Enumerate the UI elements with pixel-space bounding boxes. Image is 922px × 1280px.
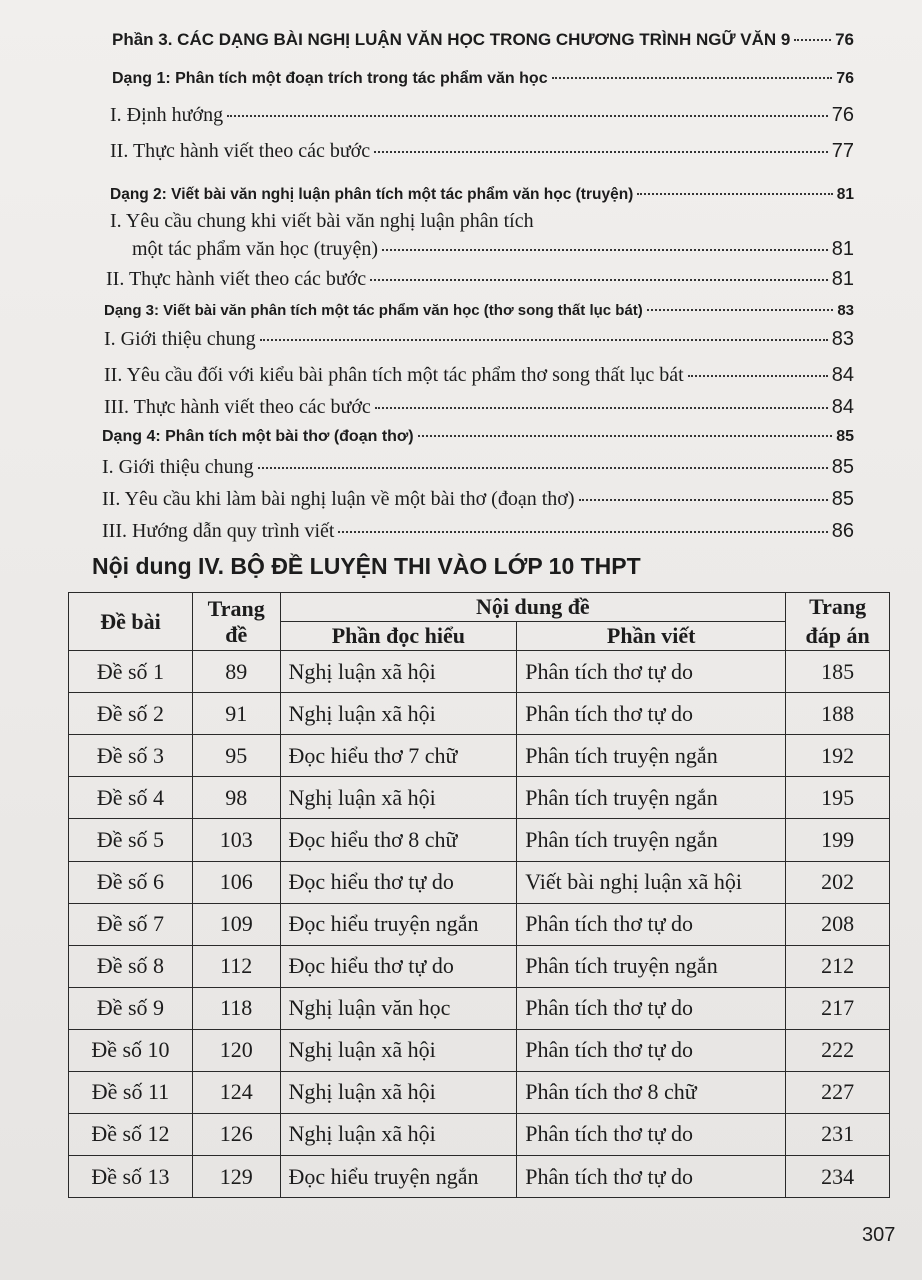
cell-answer-page: 185	[786, 651, 890, 693]
cell-answer-page: 188	[786, 693, 890, 735]
cell-writing: Phân tích thơ tự do	[517, 1155, 786, 1197]
toc-leader	[227, 115, 828, 117]
cell-exam: Đề số 3	[69, 735, 193, 777]
cell-exam-page: 118	[192, 987, 280, 1029]
cell-answer-page: 212	[786, 945, 890, 987]
toc-leader	[382, 249, 828, 251]
toc-type1-page: 76	[836, 70, 854, 87]
table-row	[69, 1029, 890, 1071]
toc-item-label: II. Yêu cầu đối với kiểu bài phân tích một tác phẩm thơ song thất lục bát	[104, 364, 684, 386]
header-exam-page-line1: Trang	[207, 596, 265, 622]
cell-answer-page: 208	[786, 903, 890, 945]
page-number: 307	[862, 1224, 896, 1246]
toc-type3-page: 83	[837, 302, 854, 319]
cell-writing: Phân tích thơ tự do	[517, 693, 786, 735]
toc-item-label: III. Hướng dẫn quy trình viết	[102, 520, 335, 542]
table-row	[69, 819, 890, 861]
table-row	[69, 651, 890, 693]
toc-item-label: một tác phẩm văn học (truyện)	[132, 238, 379, 260]
cell-reading: Nghị luận xã hội	[280, 693, 517, 735]
cell-answer-page: 199	[786, 819, 890, 861]
cell-exam: Đề số 9	[69, 987, 193, 1029]
toc-leader	[552, 77, 833, 79]
cell-reading: Nghị luận xã hội	[280, 777, 517, 819]
toc-item-label: I. Định hướng	[110, 104, 224, 126]
table-row	[69, 861, 890, 903]
toc-part3-title: Phần 3. CÁC DẠNG BÀI NGHỊ LUẬN VĂN HỌC TRONG CHƯƠNG TRÌNH NGỮ VĂN 9	[112, 30, 791, 49]
toc-item	[104, 396, 854, 419]
toc-type2	[110, 186, 854, 204]
toc-type1	[112, 70, 854, 88]
toc-item	[110, 140, 854, 163]
table-row	[69, 735, 890, 777]
header-reading: Phần đọc hiểu	[280, 622, 517, 651]
cell-exam: Đề số 1	[69, 651, 193, 693]
table-row	[69, 903, 890, 945]
toc-item-page: 85	[831, 488, 854, 510]
toc-item-page: 83	[831, 328, 854, 350]
toc-item-page: 81	[831, 268, 854, 290]
table-row	[69, 945, 890, 987]
cell-exam: Đề số 12	[69, 1113, 193, 1155]
toc-item-page: 85	[831, 456, 854, 478]
cell-exam-page: 126	[192, 1113, 280, 1155]
cell-exam-page: 120	[192, 1029, 280, 1071]
header-answer-page-line1: Trang	[809, 594, 867, 619]
exam-table	[68, 592, 890, 1198]
toc-item	[102, 520, 854, 543]
cell-reading: Đọc hiểu truyện ngắn	[280, 903, 517, 945]
toc-type2-page: 81	[836, 186, 854, 203]
toc-item-page: 76	[831, 104, 854, 126]
cell-reading: Đọc hiểu truyện ngắn	[280, 1155, 517, 1197]
cell-reading: Đọc hiểu thơ 8 chữ	[280, 819, 517, 861]
toc-type4-title: Dạng 4: Phân tích một bài thơ (đoạn thơ)	[102, 428, 414, 445]
table-row	[69, 777, 890, 819]
cell-exam: Đề số 2	[69, 693, 193, 735]
toc-type1-title: Dạng 1: Phân tích một đoạn trích trong tác phẩm văn học	[112, 70, 548, 87]
toc-leader	[688, 375, 828, 377]
cell-reading: Nghị luận xã hội	[280, 1029, 517, 1071]
cell-reading: Nghị luận xã hội	[280, 651, 517, 693]
cell-exam: Đề số 10	[69, 1029, 193, 1071]
cell-writing: Phân tích truyện ngắn	[517, 945, 786, 987]
cell-writing: Phân tích thơ tự do	[517, 903, 786, 945]
cell-answer-page: 231	[786, 1113, 890, 1155]
cell-exam-page: 112	[192, 945, 280, 987]
toc-leader	[647, 309, 834, 311]
cell-exam: Đề số 11	[69, 1071, 193, 1113]
cell-exam-page: 124	[192, 1071, 280, 1113]
cell-answer-page: 217	[786, 987, 890, 1029]
toc-item	[132, 238, 854, 261]
cell-writing: Phân tích thơ tự do	[517, 987, 786, 1029]
toc-item	[102, 488, 854, 511]
toc-part3-page: 76	[835, 30, 854, 49]
exam-table-body	[69, 651, 890, 1198]
cell-exam-page: 109	[192, 903, 280, 945]
toc-leader	[258, 467, 828, 469]
cell-reading: Nghị luận xã hội	[280, 1113, 517, 1155]
cell-exam: Đề số 8	[69, 945, 193, 987]
cell-answer-page: 195	[786, 777, 890, 819]
cell-exam-page: 129	[192, 1155, 280, 1197]
header-exam: Đề bài	[69, 593, 193, 651]
toc-item	[110, 210, 854, 233]
toc-item-label: II. Thực hành viết theo các bước	[110, 140, 371, 162]
header-answer-page	[786, 593, 890, 651]
toc-item-page: 81	[831, 238, 854, 260]
header-exam-page	[192, 593, 280, 651]
cell-answer-page: 192	[786, 735, 890, 777]
toc-part3	[112, 30, 854, 50]
toc-type4	[102, 428, 854, 446]
toc-leader	[374, 151, 828, 153]
toc-item-page: 84	[831, 396, 854, 418]
toc-leader	[418, 435, 833, 437]
cell-writing: Phân tích truyện ngắn	[517, 735, 786, 777]
toc-type2-title: Dạng 2: Viết bài văn nghị luận phân tích một tác phẩm văn học (truyện)	[110, 186, 634, 203]
cell-writing: Viết bài nghị luận xã hội	[517, 861, 786, 903]
cell-exam: Đề số 5	[69, 819, 193, 861]
toc-item	[102, 456, 854, 479]
cell-reading: Đọc hiểu thơ 7 chữ	[280, 735, 517, 777]
cell-writing: Phân tích truyện ngắn	[517, 819, 786, 861]
cell-exam: Đề số 7	[69, 903, 193, 945]
cell-answer-page: 202	[786, 861, 890, 903]
toc-item-label: I. Giới thiệu chung	[102, 456, 254, 478]
toc-item	[110, 104, 854, 127]
header-answer-page-line2: đáp án	[805, 622, 870, 648]
toc-item-page: 86	[831, 520, 854, 542]
toc-item	[104, 328, 854, 351]
toc-item-label: II. Thực hành viết theo các bước	[106, 268, 367, 290]
toc-item-label: I. Giới thiệu chung	[104, 328, 256, 350]
table-row	[69, 1113, 890, 1155]
cell-answer-page: 222	[786, 1029, 890, 1071]
toc-item	[106, 268, 854, 291]
cell-writing: Phân tích truyện ngắn	[517, 777, 786, 819]
cell-exam-page: 89	[192, 651, 280, 693]
table-row	[69, 1155, 890, 1197]
cell-writing: Phân tích thơ 8 chữ	[517, 1071, 786, 1113]
toc-leader	[370, 279, 828, 281]
table-row	[69, 1071, 890, 1113]
cell-exam-page: 106	[192, 861, 280, 903]
toc-leader	[338, 531, 827, 533]
cell-reading: Đọc hiểu thơ tự do	[280, 861, 517, 903]
toc-item	[104, 364, 854, 387]
cell-writing: Phân tích thơ tự do	[517, 1113, 786, 1155]
toc-leader	[260, 339, 828, 341]
cell-exam-page: 98	[192, 777, 280, 819]
toc-leader	[375, 407, 828, 409]
table-row	[69, 693, 890, 735]
header-exam-page-line2: đề	[225, 621, 248, 647]
cell-exam-page: 95	[192, 735, 280, 777]
cell-exam-page: 91	[192, 693, 280, 735]
toc-type3-title: Dạng 3: Viết bài văn phân tích một tác phẩm văn học (thơ song thất lục bát)	[104, 302, 643, 319]
toc-type3	[104, 302, 854, 319]
toc-leader	[579, 499, 828, 501]
cell-reading: Đọc hiểu thơ tự do	[280, 945, 517, 987]
header-writing: Phần viết	[517, 622, 786, 651]
cell-answer-page: 227	[786, 1071, 890, 1113]
cell-exam: Đề số 6	[69, 861, 193, 903]
cell-reading: Nghị luận xã hội	[280, 1071, 517, 1113]
header-content: Nội dung đề	[280, 593, 786, 622]
toc-type4-page: 85	[836, 428, 854, 445]
cell-writing: Phân tích thơ tự do	[517, 1029, 786, 1071]
cell-exam: Đề số 4	[69, 777, 193, 819]
cell-writing: Phân tích thơ tự do	[517, 651, 786, 693]
toc-item-page: 77	[831, 140, 854, 162]
toc-item-label: II. Yêu cầu khi làm bài nghị luận về một bài thơ (đoạn thơ)	[102, 488, 575, 510]
exam-table-header	[69, 593, 890, 651]
toc-item-page: 84	[831, 364, 854, 386]
table-row	[69, 987, 890, 1029]
toc-item-label: I. Yêu cầu chung khi viết bài văn nghị luận phân tích	[110, 210, 534, 232]
cell-exam-page: 103	[192, 819, 280, 861]
cell-answer-page: 234	[786, 1155, 890, 1197]
toc-leader	[794, 39, 831, 41]
toc-leader	[637, 193, 832, 195]
toc-item-label: III. Thực hành viết theo các bước	[104, 396, 371, 418]
cell-exam: Đề số 13	[69, 1155, 193, 1197]
section-title: Nội dung IV. BỘ ĐỀ LUYỆN THI VÀO LỚP 10 THPT	[92, 553, 641, 579]
cell-reading: Nghị luận văn học	[280, 987, 517, 1029]
